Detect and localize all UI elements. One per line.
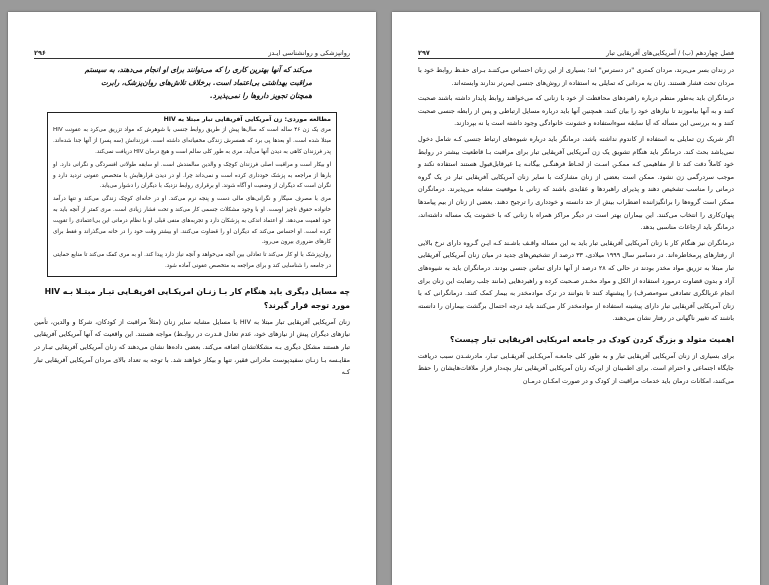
quote-line: همچنان تجویز داروها را نمی‌پذیرد. [210,90,312,100]
body-paragraph: زنان آمریکایی آفریقایی تبار مبتلا به HIV با مسایل مشابه سایر زنان (مثلاً مراقبت از کودکان، شرکا و والدین، تأمین نیازهای دیگران پیش از نیازهای خود، عدم تعادل قـدرت در روابـط) مواجه هستند. این واقعیت که آنها آمریکایی آفریقایی تبار هستند مشکل دیگری بـه مشکلاتشان اضافه می‌کند. بعضی داده‌ها نشان می‌دهند که زنان آمریکایی آفریقایی تبـار در مقایـسه بـا زنـان سفیدپوست مادرانی فقیر، تنها و بیکار خواهند شد. با توجه به تعداد بالای مردان آمریکایی آفریقایی تبار کـه [34,317,350,377]
section-heading: اهمیت متولد و بزرگ کردن کودک در جامعه امریکایی افریقایی تبار چیست؟ [450,334,734,344]
case-study-paragraph: او بیکار است و مراقبت اصلی فرزندان کوچک و والدین سالمندش است. او سابقه طولانی افسردگی و نگرانی دارد. او بارها از مراجعه به پزشک خودداری کرده است و نمی‌داند چرا. او در دیدن قرارهایش با متخصص عفونی تردید دارد و نگران است که دیگران از وضعیت او آگاه شوند. او برقراری روابط نزدیک با دیگران را دشوار می‌یابد. [53,161,331,190]
case-study-paragraph: مری یک زن ۴۶ ساله است که سال‌ها پیش از طریق روابط جنسی با شوهرش که مواد تزریق می‌کرد به عفونت HIV مبتلا شده است. او بعدها پی برد که همسرش زندگی مخفیانه‌ای داشته است. فرزندانش (سه پسر) از آنها جدا شده‌اند. پدر فرزندان کاهی به دیدن آنها می‌آید. مری به طور کلی سالم است و هیچ درمان HIV دریافت نمی‌کند. [53,127,332,155]
case-study-paragraph: مری با مصرف سیگار و نگرانی‌های مالی دست و پنجه نرم می‌کند. او در خانه‌ای کوچک زندگی می‌کند و تنها درآمد خانواده حقوق ناچیز اوست. او با وجود مشکلات جسمی کار می‌کند و تحت فشار زیادی است. مری کمتر از آنچه باید به خود اهمیت می‌دهد. او اعتماد اندکی به پزشکان دارد و تجربه‌های منفی قبلی او با نظام درمانی این بی‌اعتمادی را تقویت کرده است. او احساس می‌کند که دیگران او را قضاوت می‌کنند. او بیشتر وقت خود را در خانه می‌گذراند و فقط برای کارهای ضروری بیرون می‌رود. [53,196,331,246]
body-paragraph: در زندان بسر می‌برند، مردان کمتری "در دسترس" اند؛ بسیاری از این زنان احساس می‌کننـد بـرای حفـظ روابط خود با مردان تحت فشار هستند. زنان به مردانی که تمایلی به استفاده از روش‌های جنسی ایمن‌تر ندارند وابسته‌اند. [418,66,734,87]
page-body [34,64,350,382]
page-body [418,64,734,391]
page-header [34,48,350,59]
body-paragraph: درمانگران باید به‌طور منظم درباره راهبردهای محافظت از خود با زنانی که می‌خواهند روابط پایدار داشته باشند صحبت کنند و به آنها بیاموزند تا نیازهای خود را بیان کنند. همچنین آنها باید درباره مسایل ارتباطی و پس از رابطه جنسی صحبت کنند و به بررسی این مسأله که آیا سابقه سوءاستفاده و خشونت خانوادگی وجود داشته است یا نه بپردازند. [418,94,734,128]
case-study-title: مطالعه موردی: زن آمریکایی آفریقایی تبار مبتلا به HIV [163,116,331,124]
page-297 [392,12,760,585]
body-paragraph: درمانگران نیز هنگام کار با زنان آمریکایی آفریقایی تبار باید به این مساله واقـف باشـند کـه ایـن گـروه دارای نرخ بالایی از رفتارهای پرمخاطره‌اند. در دسامبر سال ۱۹۹۹ میلادی، ۳۳ درصد از تشخیص‌های جدید در میان زنان آمریکایی آفریقایی تبار مبتلا به تزریق مواد مخدر بودند در حالی که ۲۸ درصد از آنها دارای تماس جنسی بودند. درمانگران باید به شیوه‌های آزاد و بدون قضاوت درمورد استفاده از الکل و مواد مخـدر صـحبت کرده و راهبردهایی (مانند جلب رضایت این زنان برای انجام غربالگری تصادفی سوءمصرف) را پیشنهاد کنند تا بتوانند در ترک موادمخدر به بیمار کمک کنند. درمانگرانی که با زنان آمریکایی آفریقایی تبار دارای پیشینه استفاده از موادمخدر کار می‌کنند باید درجه احتمال برگشت بیماران را دانسته باشند که تغییر ناگهانی در رفتار نشان می‌دهند. [418,238,734,323]
running-head-title: روانپزشکی و روانشناسی ایـدز [268,49,350,57]
running-head-title: فصل چهاردهم (ب) / آمریکایی‌های آفریقایی تبار [606,49,734,57]
page-number: ۲۹۶ [34,49,46,57]
case-study-box [47,112,337,276]
case-study-paragraph: روان‌پزشک با او کار می‌کند تا تعادلی بین آنچه می‌خواهد و آنچه نیاز دارد پیدا کند. او به مری کمک می‌کند تا منابع حمایتی در جامعه را شناسایی کند و برای مراجعه به متخصص عفونی آماده شود. [53,252,331,269]
section-heading: چه مسایل دیگری باید هنگام کار بـا زنـان امریکـایی افریقـایی تبـار مبتـلا بـه HIV مورد توجه قرار گیرند؟ [44,286,350,310]
page-header [418,48,734,59]
page-number: ۲۹۷ [418,49,430,57]
quote-line: می‌کند که آنها بهترین کاری را که می‌توانند برای او انجام می‌دهند، به سیستم [84,65,312,74]
body-paragraph: برای بسیاری از زنان آمریکایی آفریقایی تبار و به طور کلی جامعـه آمریکـایی آفریقـایی تبـار، مادرشـدن سبب دریافت جایگاه اجتماعی و احترام است. برای اطمینان از این‌که زنان آمریکایی آفریقایی تبار بچه‌دار قرار ملاقات‌هایشان را حفظ می‌کنند، امکانات درمان باید خدمات مراقبت از کودک و در صورت امکـان درمـان [418,351,734,386]
quote-line: مراقبت بهداشتی بی‌اعتماد است. برخلاف تلاش‌های روان‌پزشک، رابرت [100,77,312,87]
page-296 [8,12,376,585]
body-paragraph: اگر شریک زن تمایلی به استفاده از کاندوم نداشته باشد، درمانگر باید درباره شیوه‌های ارتباط جنسی کـه شامل دخول نمی‌باشد بحث کند. درمانگر باید هنگام تشویق یک زن آمریکایی آفریقایی تبار برای مراقبت بـا قاطعیت بیشتر در روابط خود کاملاً دقت کند تا از مفاهیمی کـه ممکـن اسـت از لحـاظ فرهنگـی بیگانـه یـا غیرقابل‌قبول هستند استفاده نکند و موجب سردرگمی زن نشود. ممکن است بعضی از زنان مشارکت با سایر زنان آمریکایی آفریقایی تبار در یک گروه درمانی را مناسب تشخیص دهند و پذیرای راهبردها و عقایدی باشند که زنانی با موقعیت مشابه می‌پذیرند. درمانگران ممکن است گروه‌ها را برانگیزاننده اضطراب بیش از حد دانسته و خودداری را ترجیح دهند. بعضی از زنان از بیم پیامدها پنهان‌کاری را انتخاب می‌کنند. این بیماران بهتر است در دیگر مراکز همراه با زنانی که با خشونت یک مساله داشته‌اند، درمانگر باید ارجاعات مناسبی بدهد. [418,134,734,232]
